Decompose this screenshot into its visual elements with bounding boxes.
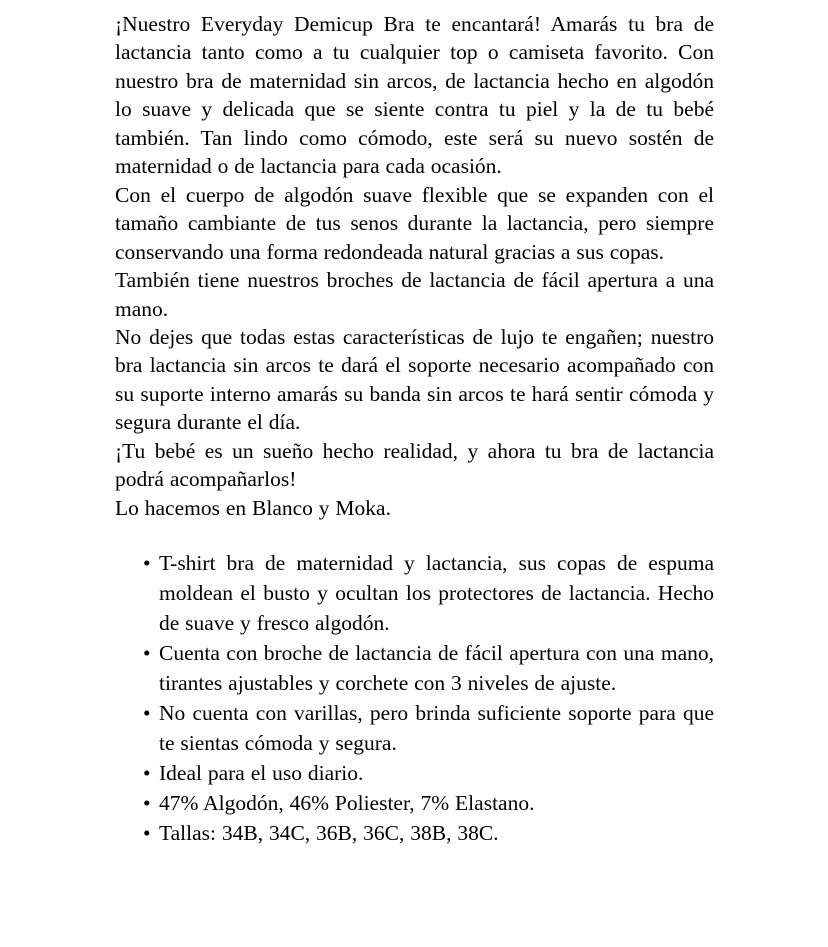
- paragraph-intro: ¡Nuestro Everyday Demicup Bra te encantará! Amarás tu bra de lactancia tanto como a tu cualquier top o camiseta favorito. Con nuestro bra de maternidad sin arcos, de lactancia hecho en algodón lo suave y delicada que se siente contra tu piel y la de tu bebé también. Tan lindo como cómodo, este será su nuevo sostén de maternidad o de lactancia para cada ocasión.: [115, 12, 714, 179]
- list-item: [143, 548, 714, 638]
- bullet-icon: •: [143, 701, 151, 726]
- list-item-text: 47% Algodón, 46% Poliester, 7% Elastano.: [159, 791, 535, 816]
- paragraph-colors: Lo hacemos en Blanco y Moka.: [115, 495, 391, 520]
- list-item: [143, 638, 714, 698]
- bullet-icon: •: [143, 641, 151, 666]
- feature-list: [143, 548, 714, 848]
- list-item: [143, 758, 714, 788]
- bullet-icon: •: [143, 761, 151, 786]
- list-item: [143, 698, 714, 758]
- list-item-text: No cuenta con varillas, pero brinda suficiente soporte para que te sientas cómoda y segura.: [159, 701, 714, 756]
- list-item-text: Ideal para el uso diario.: [159, 761, 364, 786]
- bullet-icon: •: [143, 821, 151, 846]
- paragraph-support: No dejes que todas estas características de lujo te engañen; nuestro bra lactancia sin arcos te dará el soporte necesario acompañado con su suporte interno amarás su banda sin arcos te hará sentir cómoda y segura durante el día.: [115, 324, 714, 435]
- bullet-icon: •: [143, 791, 151, 816]
- paragraph-clasps: También tiene nuestros broches de lactancia de fácil apertura a una mano.: [115, 268, 714, 321]
- paragraph-body: Con el cuerpo de algodón suave flexible que se expanden con el tamaño cambiante de tus senos durante la lactancia, pero siempre conservando una forma redondeada natural gracias a sus copas.: [115, 182, 714, 264]
- list-item: [143, 788, 714, 818]
- paragraph-baby: ¡Tu bebé es un sueño hecho realidad, y ahora tu bra de lactancia podrá acompañarlos!: [115, 438, 714, 492]
- list-item-text: Tallas: 34B, 34C, 36B, 36C, 38B, 38C.: [159, 821, 499, 846]
- list-item: [143, 818, 714, 848]
- list-item-text: T-shirt bra de maternidad y lactancia, sus copas de espuma moldean el busto y ocultan los protectores de lactancia. Hecho de suave y fresco algodón.: [159, 551, 714, 636]
- bullet-icon: •: [143, 551, 151, 576]
- list-item-text: Cuenta con broche de lactancia de fácil apertura con una mano, tirantes ajustables y corchete con 3 niveles de ajuste.: [159, 641, 714, 696]
